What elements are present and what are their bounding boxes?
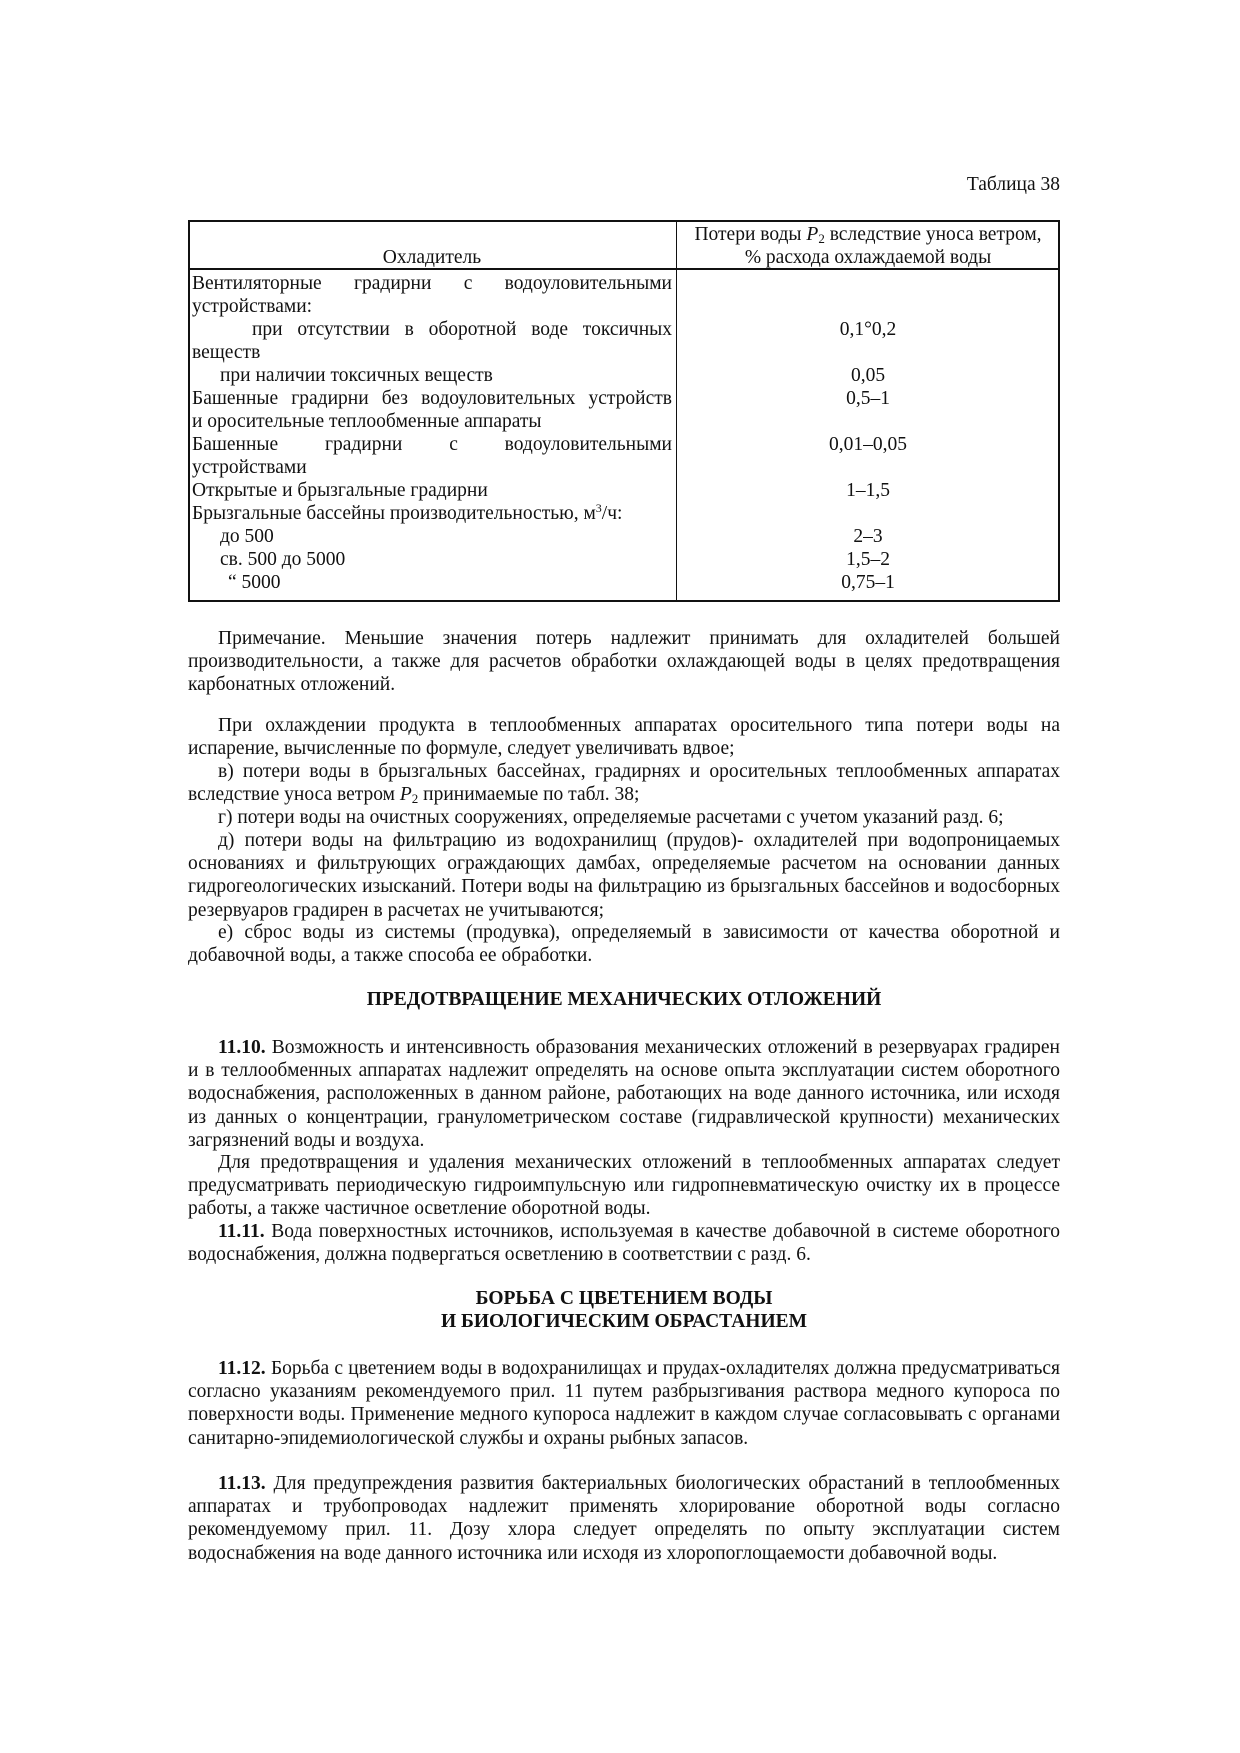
row-no-toxic-line1: при отсутствии в оборотной воде токсичных bbox=[252, 319, 672, 340]
value-tower-no-catchers: 0,5–1 bbox=[846, 388, 890, 409]
row-spray-pools: Брызгальные бассейны производительностью, $м^3/ч$: bbox=[192, 501, 623, 524]
value-open-towers: 1–1,5 bbox=[846, 480, 890, 501]
paragraph-prevention: Для предотвращения и удаления механических отложений в теплообменных аппаратах следует предусматривать периодическую гидроимпульсную или гидропневматическую очистку их в процессе работы, а также частичное осветление оборотной воды. bbox=[188, 1152, 1060, 1220]
row-toxic: при наличии токсичных веществ bbox=[220, 365, 493, 386]
row-500-to-5000: св. 500 до 5000 bbox=[220, 549, 346, 570]
value-tower-catchers: 0,01–0,05 bbox=[829, 434, 907, 455]
header-water-loss: Потери воды $P_2$ вследствие уноса ветром, % расхода охлаждаемой воды bbox=[694, 224, 1042, 269]
heading-mechanical-deposits: ПРЕДОТВРАЩЕНИЕ МЕХАНИЧЕСКИХ ОТЛОЖЕНИЙ bbox=[366, 989, 882, 1010]
table-caption: Таблица 38 bbox=[966, 174, 1060, 195]
heading-bloom-control: БОРЬБА С ЦВЕТЕНИЕМ ВОДЫ И БИОЛОГИЧЕСКИМ ОБРАСТАНИЕМ bbox=[440, 1288, 808, 1333]
paragraph-g: г) потери воды на очистных сооружениях, определяемые расчетами с учетом указаний разд. 6; bbox=[218, 807, 1004, 828]
row-no-toxic-line2: веществ bbox=[192, 342, 261, 363]
header-cooler: Охладитель bbox=[382, 247, 482, 268]
value-no-toxic: 0,1°0,2 bbox=[839, 319, 897, 340]
value-500-to-5000: 1,5–2 bbox=[846, 549, 890, 570]
paragraph-cooling: При охлаждении продукта в теплообменных аппаратах оросительного типа потери воды на испарение, вычисленные по формуле, следует увеличивать вдвое; bbox=[188, 715, 1060, 760]
table-column-divider bbox=[676, 220, 677, 602]
paragraph-11-11: 11.11. Вода поверхностных источников, используемая в качестве добавочной в системе оборотного водоснабжения, должна подвергаться осветлению в соответствии с разд. 6. bbox=[188, 1221, 1060, 1266]
row-open-towers: Открытые и брызгальные градирни bbox=[192, 480, 488, 501]
value-toxic: 0,05 bbox=[850, 365, 886, 386]
paragraph-d: д) потери воды на фильтрацию из водохранилищ (прудов)- охладителей при водопроницаемых основаниях и фильтрующих ограждающих дамбах, определяемые расчетом на основании данных гидрогеологических изысканий. Потери воды на фильтрацию из брызгальных бассейнов и водосборных резервуаров градирен в расчетах не учитываются; bbox=[188, 830, 1060, 921]
row-fan-towers-line2: устройствами: bbox=[192, 296, 313, 317]
row-over-5000: “ 5000 bbox=[228, 572, 281, 593]
paragraph-11-13: 11.13. Для предупреждения развития бактериальных биологических обрастаний в теплообменных аппаратах и трубопроводах надлежит применять хлорирование оборотной воды согласно рекомендуемому прил. 11. Дозу хлора следует определять по опыту эксплуатации систем водоснабжения на воде данного источника или исходя из хлоропоглощаемости добавочной воды. bbox=[188, 1473, 1060, 1564]
row-tower-catchers-line2: устройствами bbox=[192, 457, 307, 478]
value-over-5000: 0,75–1 bbox=[841, 572, 895, 593]
paragraph-11-12: 11.12. Борьба с цветением воды в водохранилищах и прудах-охладителях должна предусматриваться согласно указаниям рекомендуемого прил. 11 путем разбрызгивания раствора медного купороса по поверхности воды. Применение медного купороса надлежит в каждом случае согласовывать с органами санитарно-эпидемиологической службы и охраны рыбных запасов. bbox=[188, 1358, 1060, 1449]
water-loss-table bbox=[188, 220, 1060, 602]
value-up-to-500: 2–3 bbox=[853, 526, 883, 547]
paragraph-v: в) потери воды в брызгальных бассейнах, градирнях и оросительных теплообменных аппаратах вследствие уноса ветром $P_2$ принимаемые по табл. 38; bbox=[188, 761, 1060, 807]
row-tower-no-catchers-line2: и оросительные теплообменные аппараты bbox=[192, 411, 542, 432]
row-tower-catchers-line1: Башенные градирни с водоуловительными bbox=[192, 434, 672, 455]
paragraph-11-10: 11.10. Возможность и интенсивность образования механических отложений в резервуарах градирен и в теллообменных аппаратах надлежит определять на основе опыта эксплуатации систем оборотного водоснабжения, расположенных в данном районе, работающих на воде данного источника, или исходя из данных о концентрации, гранулометрическом составе (гидравлической крупности) механических загрязнений воды и воздуха. bbox=[188, 1037, 1060, 1151]
row-fan-towers-line1: Вентиляторные градирни с водоуловительными bbox=[192, 273, 672, 294]
row-tower-no-catchers-line1: Башенные градирни без водоуловительных устройств bbox=[192, 388, 672, 409]
table-note: Примечание. Меньшие значения потерь надлежит принимать для охладителей большей производительности, а также для расчетов обработки охлаждающей воды в целях предотвращения карбонатных отложений. bbox=[188, 628, 1060, 696]
row-up-to-500: до 500 bbox=[220, 526, 274, 547]
paragraph-e: е) сброс воды из системы (продувка), определяемый в зависимости от качества оборотной и добавочной воды, а также способа ее обработки. bbox=[188, 922, 1060, 967]
